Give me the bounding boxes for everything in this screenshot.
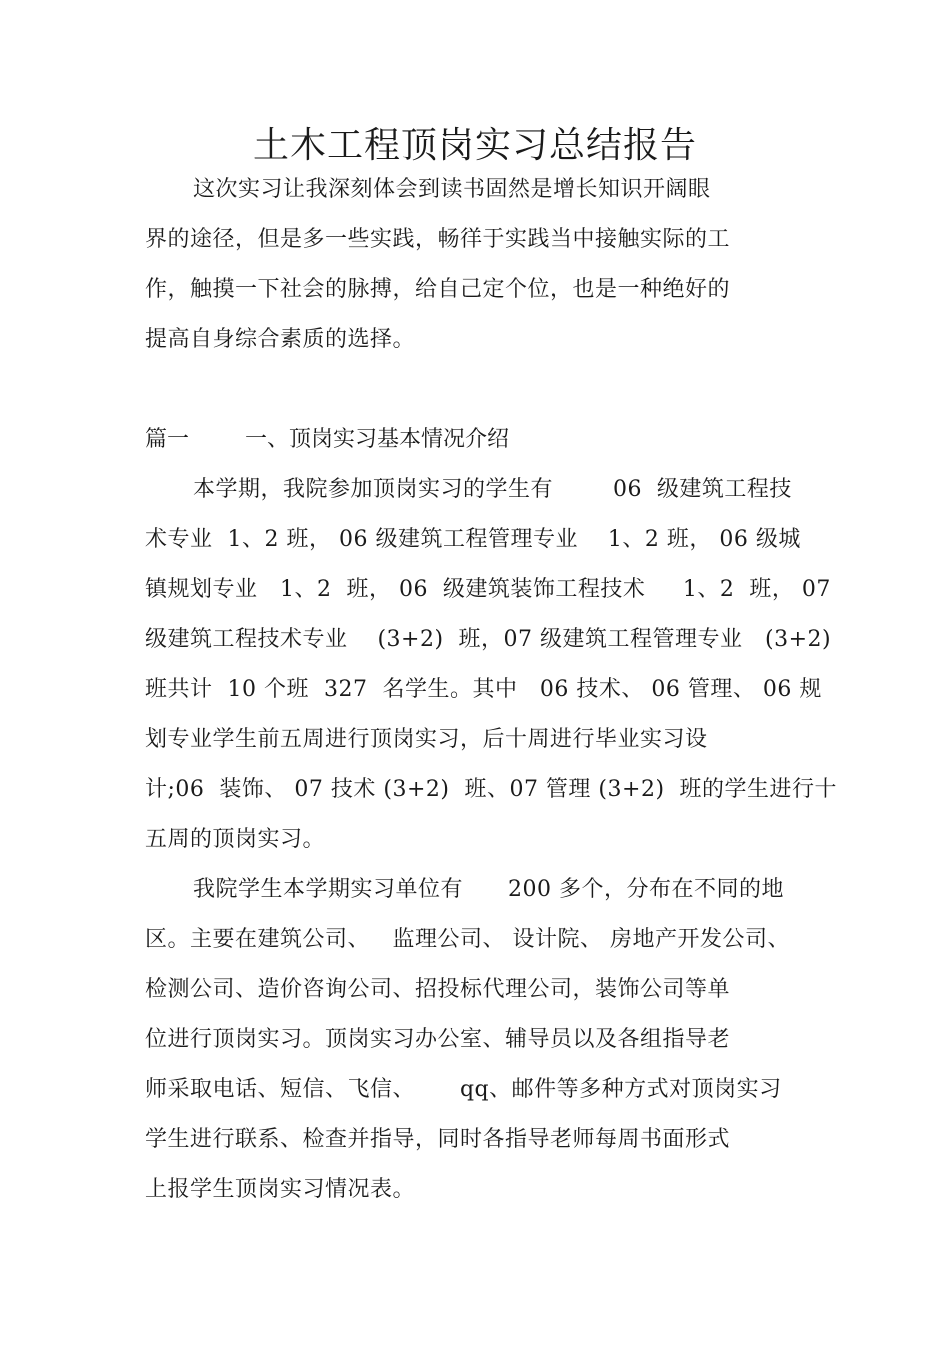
intro-line: 提高自身综合素质的选择。	[145, 327, 416, 352]
paragraph-line: 五周的顶岗实习。	[145, 827, 326, 852]
document-title: 土木工程顶岗实习总结报告	[252, 125, 697, 166]
intro-line: 界的途径，但是多一些实践，畅徉于实践当中接触实际的工	[145, 227, 731, 252]
paragraph-line: 学生进行联系、检查并指导，同时各指导老师每周书面形式	[145, 1127, 731, 1152]
paragraph-line: 镇规划专业 1、2 班， 06 级建筑装饰工程技术 1、2 班， 07	[145, 577, 831, 602]
paragraph-line: 本学期，我院参加顶岗实习的学生有 06 级建筑工程技	[193, 477, 792, 502]
paragraph-line: 上报学生顶岗实习情况表。	[145, 1177, 416, 1202]
intro-line: 作，触摸一下社会的脉搏，给自己定个位，也是一种绝好的	[145, 277, 731, 302]
paragraph-line: 检测公司、造价咨询公司、招投标代理公司，装饰公司等单	[145, 977, 731, 1002]
paragraph-line: 级建筑工程技术专业 (3+2) 班，07 级建筑工程管理专业 (3+2)	[145, 627, 832, 652]
paragraph-line: 师采取电话、短信、飞信、 qq、邮件等多种方式对顶岗实习	[145, 1077, 782, 1102]
paragraph-line: 我院学生本学期实习单位有 200 多个，分布在不同的地	[193, 877, 784, 902]
paragraph-line: 位进行顶岗实习。顶岗实习办公室、辅导员以及各组指导老	[145, 1027, 731, 1052]
paragraph-line: 术专业 1、2 班， 06 级建筑工程管理专业 1、2 班， 06 级城	[145, 527, 801, 552]
paragraph-line: 计;06 装饰、 07 技术 (3+2) 班、07 管理 (3+2) 班的学生进行十	[145, 777, 838, 802]
section-heading: 一、顶岗实习基本情况介绍	[245, 427, 510, 452]
intro-line: 这次实习让我深刻体会到读书固然是增长知识开阔眼	[193, 177, 711, 202]
section-label: 篇一	[145, 427, 190, 452]
paragraph-line: 区。主要在建筑公司、 监理公司、 设计院、 房地产开发公司、	[145, 927, 790, 952]
paragraph-line: 班共计 10 个班 327 名学生。其中 06 技术、 06 管理、 06 规	[145, 677, 822, 702]
paragraph-line: 划专业学生前五周进行顶岗实习，后十周进行毕业实习设	[145, 727, 708, 752]
